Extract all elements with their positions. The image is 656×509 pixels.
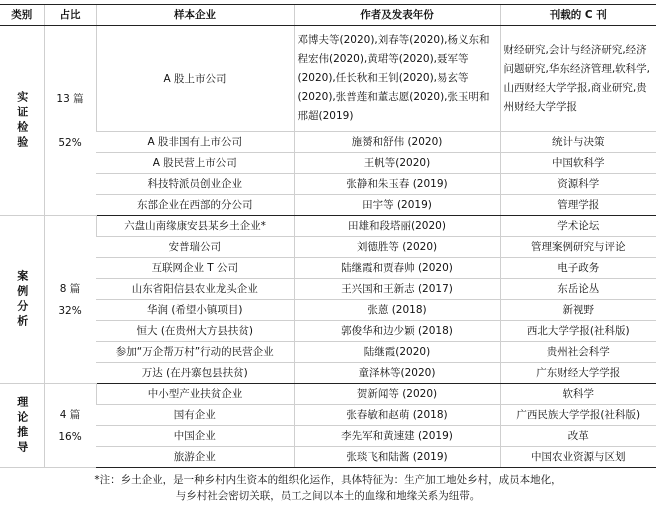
table-row (0, 279, 656, 300)
authors-cell: 王帆等(2020) (294, 153, 500, 174)
journal-cell: 财经研究,会计与经济研究,经济问题研究,华东经济管理,软科学,山西财经大学学报,商业研究,贵州财经大学学报 (500, 26, 656, 132)
enterprise-cell: 安普瑞公司 (96, 237, 294, 258)
table-row (0, 300, 656, 321)
enterprise-cell: 恒大 (在贵州大方县扶贫) (96, 321, 294, 342)
sample-table-wrapper (0, 4, 656, 468)
share-count: 13 篇 (56, 92, 84, 105)
journal-cell: 管理学报 (500, 195, 656, 216)
enterprise-cell: 科技特派员创业企业 (96, 174, 294, 195)
enterprise-cell: 山东省阳信县农业龙头企业 (96, 279, 294, 300)
journal-cell: 广西民族大学学报(社科版) (500, 405, 656, 426)
table-header-row (0, 5, 656, 26)
table-row (0, 321, 656, 342)
authors-cell: 李先军和黄速建 (2019) (294, 426, 500, 447)
authors-cell: 刘德胜等 (2020) (294, 237, 500, 258)
footnote-line-1: *注：乡土企业，是一种乡村内生资本的组织化运作，具体特征为：生产加工地处乡村，成员本地化， (94, 474, 562, 486)
journal-cell: 中国软科学 (500, 153, 656, 174)
authors-cell: 张春敏和赵萌 (2018) (294, 405, 500, 426)
enterprise-cell: 万达 (在丹寨包县扶贫) (96, 363, 294, 384)
journal-cell: 东岳论丛 (500, 279, 656, 300)
table-row (0, 342, 656, 363)
table-row (0, 195, 656, 216)
enterprise-cell: 参加“万企帮万村”行动的民营企业 (96, 342, 294, 363)
header-enterprise: 样本企业 (96, 5, 294, 26)
share-percent: 16% (58, 430, 82, 443)
share-cell-empirical (44, 26, 96, 216)
category-cell-empirical: 实证检验 (0, 26, 44, 216)
journal-cell: 广东财经大学学报 (500, 363, 656, 384)
table-row (0, 153, 656, 174)
table-row (0, 384, 656, 405)
journal-cell: 统计与决策 (500, 132, 656, 153)
enterprise-cell: 旅游企业 (96, 447, 294, 468)
table-footnote (0, 472, 656, 504)
journal-cell: 管理案例研究与评论 (500, 237, 656, 258)
enterprise-cell: 中小型产业扶贫企业 (96, 384, 294, 405)
authors-cell: 田雄和段塔丽(2020) (294, 216, 500, 237)
authors-cell: 陆继霞(2020) (294, 342, 500, 363)
journal-cell: 资源科学 (500, 174, 656, 195)
authors-cell: 陆继霞和贾春帅 (2020) (294, 258, 500, 279)
share-percent: 52% (58, 136, 82, 149)
enterprise-cell: A 股民营上市公司 (96, 153, 294, 174)
table-row (0, 132, 656, 153)
table-row (0, 405, 656, 426)
journal-cell: 学术论坛 (500, 216, 656, 237)
share-count: 4 篇 (59, 408, 81, 421)
enterprise-cell: A 股上市公司 (96, 26, 294, 132)
header-journal: 刊载的 C 刊 (500, 5, 656, 26)
journal-cell: 电子政务 (500, 258, 656, 279)
journal-cell: 西北大学学报(社科版) (500, 321, 656, 342)
enterprise-cell: 华润 (希望小镇项目) (96, 300, 294, 321)
authors-cell: 张蒽 (2018) (294, 300, 500, 321)
authors-cell: 张琰飞和陆酱 (2019) (294, 447, 500, 468)
category-cell-case: 案例分析 (0, 216, 44, 384)
enterprise-cell: 互联网企业 T 公司 (96, 258, 294, 279)
journal-cell: 软科学 (500, 384, 656, 405)
category-cell-theory: 理论推导 (0, 384, 44, 468)
table-row (0, 258, 656, 279)
table-row (0, 174, 656, 195)
share-percent: 32% (58, 304, 82, 317)
table-row (0, 216, 656, 237)
authors-cell: 邓博夫等(2020),刘春等(2020),杨义东和程宏伟(2020),黄珺等(2020),聂军等(2020),任长秋和王钊(2020),易玄等(2020),张普莲和董志愿(2020),张玉明和邢超(2019) (294, 26, 500, 132)
sample-table (0, 4, 656, 468)
journal-cell: 改革 (500, 426, 656, 447)
table-row (0, 363, 656, 384)
table-row (0, 237, 656, 258)
enterprise-cell: 中国企业 (96, 426, 294, 447)
share-cell-case (44, 216, 96, 384)
journal-cell: 中国农业资源与区划 (500, 447, 656, 468)
authors-cell: 贺新闻等 (2020) (294, 384, 500, 405)
share-count: 8 篇 (59, 282, 81, 295)
authors-cell: 田宇等 (2019) (294, 195, 500, 216)
table-row (0, 426, 656, 447)
enterprise-cell: A 股非国有上市公司 (96, 132, 294, 153)
table-row (0, 26, 656, 132)
enterprise-cell: 国有企业 (96, 405, 294, 426)
table-row (0, 447, 656, 468)
footnote-line-2: 与乡村社会密切关联，员工之间以本土的血缘和地缘关系为纽带。 (175, 490, 481, 502)
authors-cell: 郭俊华和边少颖 (2018) (294, 321, 500, 342)
authors-cell: 童泽林等(2020) (294, 363, 500, 384)
header-category: 类别 (0, 5, 44, 26)
enterprise-cell: 六盘山南缘康安县某乡土企业* (96, 216, 294, 237)
header-share: 占比 (44, 5, 96, 26)
authors-cell: 施赟和舒伟 (2020) (294, 132, 500, 153)
authors-cell: 王兴国和王新志 (2017) (294, 279, 500, 300)
header-authors: 作者及发表年份 (294, 5, 500, 26)
authors-cell: 张静和朱玉春 (2019) (294, 174, 500, 195)
enterprise-cell: 东部企业在西部的分公司 (96, 195, 294, 216)
journal-cell: 贵州社会科学 (500, 342, 656, 363)
share-cell-theory (44, 384, 96, 468)
journal-cell: 新视野 (500, 300, 656, 321)
